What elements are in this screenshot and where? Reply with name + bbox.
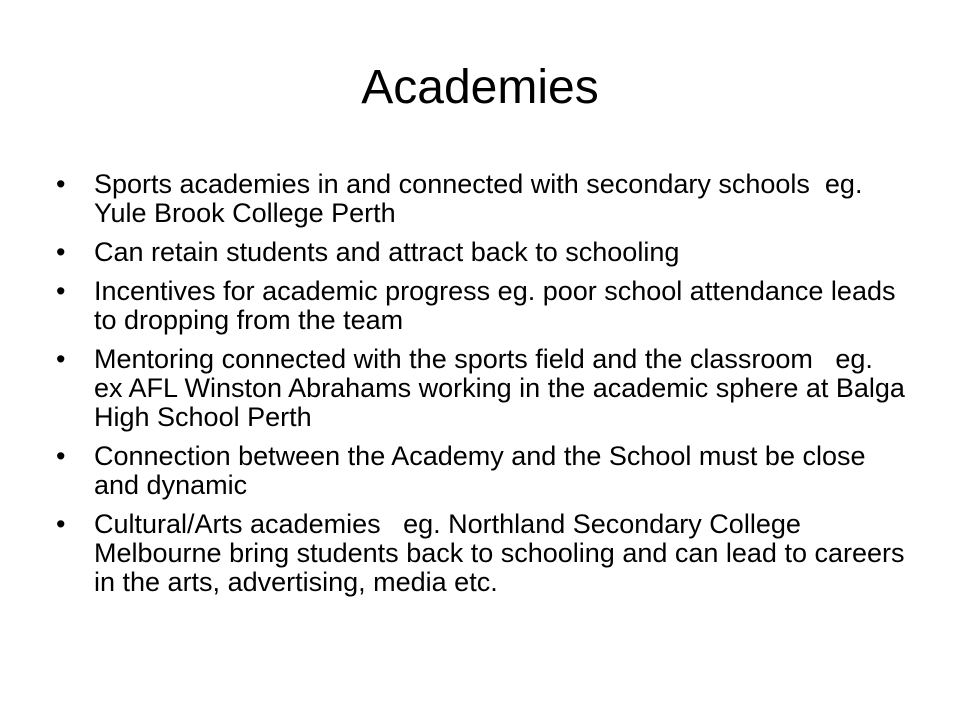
bullet-mark: • <box>56 237 66 267</box>
bullet-mark: • <box>56 276 66 306</box>
bullet-text: Connection between the Academy and the School must be close and dynamic <box>94 441 874 500</box>
bullet-mark: • <box>56 441 66 471</box>
bullet-mark: • <box>56 169 66 199</box>
bullet-item <box>56 170 906 228</box>
bullet-text: Sports academies in and connected with secondary schools eg. Yule Brook College Perth <box>94 169 870 228</box>
slide-title: Academies <box>361 61 599 114</box>
bullet-item <box>56 509 913 597</box>
bullet-mark: • <box>56 509 66 539</box>
bullet-item <box>56 238 906 267</box>
bullet-text: Can retain students and attract back to schooling <box>94 237 680 267</box>
bullet-item <box>56 442 906 500</box>
bullet-item <box>56 344 913 432</box>
bullet-mark: • <box>56 344 66 374</box>
bullet-item <box>56 277 906 335</box>
bullet-list <box>56 169 913 607</box>
bullet-text: Mentoring connected with the sports field and the classroom eg. ex AFL Winston Abrahams working in the academic sphere at Balga High School Perth <box>94 344 913 432</box>
bullet-text: Incentives for academic progress eg. poor school attendance leads to dropping from the team <box>94 276 903 335</box>
bullet-text: Cultural/Arts academies eg. Northland Secondary College Melbourne bring students back to schooling and can lead to careers in the arts, advertising, media etc. <box>94 509 913 597</box>
